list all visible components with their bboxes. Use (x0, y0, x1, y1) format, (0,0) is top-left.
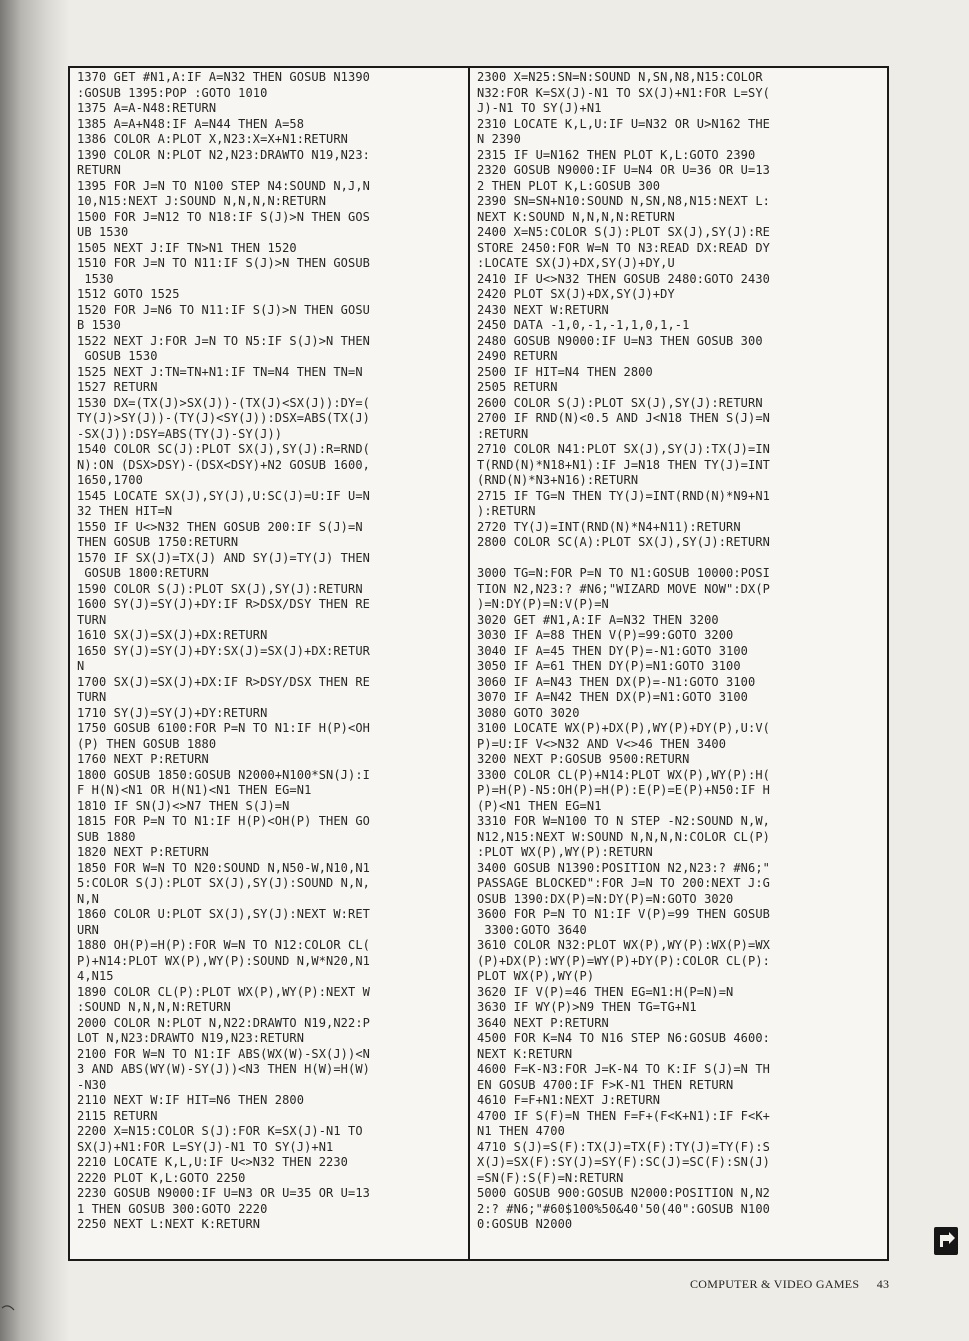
code-line: N,N (77, 891, 99, 906)
code-line: 1530 (77, 271, 114, 286)
code-line: 2490 RETURN (477, 349, 558, 363)
code-line: 2315 IF U=N162 THEN PLOT K,L:GOTO 2390 (477, 147, 756, 162)
code-line: 3100 LOCATE WX(P)+DX(P),WY(P)+DY(P),U:V( (477, 721, 770, 735)
code-line: N12,N15:NEXT W:SOUND N,N,N,N:COLOR CL(P) (477, 829, 770, 844)
code-line: 2100 FOR W=N TO N1:IF ABS(WX(W)-SX(J))<N (77, 1046, 370, 1061)
code-line: 1820 NEXT P:RETURN (77, 845, 209, 859)
code-line: 3200 NEXT P:GOSUB 9500:RETURN (477, 752, 690, 766)
code-line: TURN (77, 690, 107, 704)
code-line: 1545 LOCATE SX(J),SY(J),U:SC(J)=U:IF U=N (77, 488, 370, 503)
code-line: :PLOT WX(P),WY(P):RETURN (477, 845, 653, 859)
code-line: 2505 RETURN (477, 380, 558, 394)
code-line: 2320 GOSUB N9000:IF U=N4 OR U=36 OR U=13 (477, 163, 770, 177)
binding-edge-icon (0, 1248, 18, 1322)
code-line: 2720 TY(J)=INT(RND(N)*N4+N11):RETURN (477, 519, 741, 534)
code-line: PLOT WX(P),WY(P) (477, 969, 595, 983)
code-line: 1 THEN GOSUB 300:GOTO 2220 (77, 1201, 268, 1216)
code-line: 1530 DX=(TX(J)>SX(J))-(TX(J)<SX(J)):DY=( (77, 395, 370, 410)
code-line: 1650 SY(J)=SY(J)+DY:SX(J)=SX(J)+DX:RETUR (77, 643, 370, 658)
code-line: TION N2,N23:? #N6;"WIZARD MOVE NOW":DX(P (477, 581, 770, 596)
code-line: 32 THEN HIT=N (77, 504, 173, 518)
code-line: 1650,1700 (77, 473, 143, 487)
code-line: 2500 IF HIT=N4 THEN 2800 (477, 364, 653, 379)
code-line: 1386 COLOR A:PLOT X,N23:X=X+N1:RETURN (77, 132, 349, 146)
code-line: 3600 FOR P=N TO N1:IF V(P)=99 THEN GOSUB (477, 907, 770, 921)
code-line: P)=H(P)-N5:OH(P)=H(P):E(P)=E(P)+N50:IF H (477, 783, 770, 797)
code-line: 0:GOSUB N2000 (477, 1217, 573, 1231)
code-line: SX(J)+N1:FOR L=SY(J)-N1 TO SY(J)+N1 (77, 1139, 334, 1154)
code-line: N32:FOR K=SX(J)-N1 TO SX(J)+N1:FOR L=SY( (477, 85, 770, 100)
code-line: 2250 NEXT L:NEXT K:RETURN (77, 1217, 261, 1231)
code-line: J)-N1 TO SY(J)+N1 (477, 101, 602, 115)
left-column-lines (70, 68, 468, 1233)
code-line: 1395 FOR J=N TO N100 STEP N4:SOUND N,J,N (77, 178, 370, 193)
code-line: 1525 NEXT J:TN=TN+N1:IF TN=N4 THEN TN=N (77, 364, 363, 379)
code-line: T(RND(N)*N18+N1):IF J=N18 THEN TY(J)=INT (477, 457, 770, 472)
code-line: 2 THEN PLOT K,L:GOSUB 300 (477, 178, 661, 193)
code-line: =SN(F):S(F)=N:RETURN (477, 1170, 624, 1185)
code-line: 1550 IF U<>N32 THEN GOSUB 200:IF S(J)=N (77, 519, 363, 534)
code-line: 3630 IF WY(P)>N9 THEN TG=TG+N1 (477, 1000, 697, 1014)
code-line: (P)<N1 THEN EG=N1 (477, 798, 602, 813)
code-line: 2115 RETURN (77, 1108, 158, 1123)
code-line: P)=U:IF V<>N32 AND V<>46 THEN 3400 (477, 736, 727, 751)
code-line: GOSUB 1800:RETURN (77, 566, 209, 580)
code-line: 2715 IF TG=N THEN TY(J)=INT(RND(N)*N9+N1 (477, 488, 770, 503)
code-line: NEXT K:RETURN (477, 1046, 573, 1061)
code-line: 2400 X=N5:COLOR S(J):PLOT SX(J),SY(J):RE (477, 225, 770, 239)
code-line: 2230 GOSUB N9000:IF U=N3 OR U=35 OR U=13 (77, 1186, 370, 1200)
code-line: 2200 X=N15:COLOR S(J):FOR K=SX(J)-N1 TO (77, 1124, 363, 1138)
code-line: (P)+DX(P):WY(P)=WY(P)+DY(P):COLOR CL(P): (477, 953, 770, 968)
continue-arrow-icon (934, 1227, 958, 1255)
code-line: :LOCATE SX(J)+DX,SY(J)+DY,U (477, 256, 675, 270)
code-line: GOSUB 1530 (77, 349, 158, 363)
code-line: -N30 (77, 1077, 107, 1092)
code-line: 3620 IF V(P)=46 THEN EG=N1:H(P=N)=N (477, 984, 734, 999)
code-line: 1522 NEXT J:FOR J=N TO N5:IF S(J)>N THEN (77, 333, 370, 348)
code-line: 1370 GET #N1,A:IF A=N32 THEN GOSUB N1390 (77, 70, 370, 84)
code-line: 1520 FOR J=N6 TO N11:IF S(J)>N THEN GOSU (77, 302, 370, 317)
listing-right-column (468, 66, 889, 1261)
code-line: 2:? #N6;"#60$100%50&40'50(40":GOSUB N100 (477, 1201, 770, 1216)
code-line: 3050 IF A=61 THEN DY(P)=N1:GOTO 3100 (477, 659, 741, 673)
code-line: SUB 1880 (77, 829, 136, 844)
code-line: 1390 COLOR N:PLOT N2,N23:DRAWTO N19,N23: (77, 147, 370, 162)
code-line: 2600 COLOR S(J):PLOT SX(J),SY(J):RETURN (477, 395, 763, 410)
code-line: 1590 COLOR S(J):PLOT SX(J),SY(J):RETURN (77, 581, 363, 596)
code-line: 1385 A=A+N48:IF A=N44 THEN A=58 (77, 116, 305, 131)
code-line: 1860 COLOR U:PLOT SX(J),SY(J):NEXT W:RET (77, 907, 370, 921)
code-line: 1600 SY(J)=SY(J)+DY:IF R>DSX/DSY THEN RE (77, 597, 370, 611)
code-line: 3300 COLOR CL(P)+N14:PLOT WX(P),WY(P):H( (477, 767, 770, 782)
code-line: (P) THEN GOSUB 1880 (77, 736, 217, 751)
code-line: PASSAGE BLOCKED":FOR J=N TO 200:NEXT J:G (477, 876, 770, 890)
code-line: N 2390 (477, 132, 521, 146)
code-line: 2390 SN=SN+N10:SOUND N,SN,N8,N15:NEXT L: (477, 194, 770, 208)
page-number: 43 (876, 1277, 890, 1291)
code-line: 3 AND ABS(WY(W)-SY(J))<N3 THEN H(W)=H(W) (77, 1062, 370, 1076)
code-line: 5:COLOR S(J):PLOT SX(J),SY(J):SOUND N,N, (77, 876, 370, 890)
code-line: 4710 S(J)=S(F):TX(J)=TX(F):TY(J)=TY(F):S (477, 1139, 770, 1154)
code-line: 1890 COLOR CL(P):PLOT WX(P),WY(P):NEXT W (77, 984, 370, 999)
code-line: THEN GOSUB 1750:RETURN (77, 535, 239, 549)
code-line: :SOUND N,N,N,N:RETURN (77, 1000, 231, 1014)
code-line: 2450 DATA -1,0,-1,-1,1,0,1,-1 (477, 318, 690, 332)
code-line: -SX(J)):DSY=ABS(TY(J)-SY(J)) (77, 426, 283, 441)
code-line: 3310 FOR W=N100 TO N STEP -N2:SOUND N,W, (477, 814, 770, 828)
code-line: URN (77, 922, 99, 937)
code-line: 2480 GOSUB N9000:IF U=N3 THEN GOSUB 300 (477, 333, 763, 348)
code-line: 1375 A=A-N48:RETURN (77, 101, 217, 115)
code-line: 4600 F=K-N3:FOR J=K-N4 TO K:IF S(J)=N TH (477, 1062, 770, 1076)
code-line: TY(J)>SY(J))-(TY(J)<SY(J)):DSX=ABS(TX(J) (77, 411, 370, 425)
code-line: 3040 IF A=45 THEN DY(P)=-N1:GOTO 3100 (477, 643, 749, 658)
code-line: 2310 LOCATE K,L,U:IF U=N32 OR U>N162 THE (477, 116, 770, 131)
code-line: 4610 F=F+N1:NEXT J:RETURN (477, 1093, 661, 1107)
code-line: UB 1530 (77, 225, 129, 239)
code-line: 2220 PLOT K,L:GOTO 2250 (77, 1170, 246, 1185)
code-line: )=N:DY(P)=N:V(P)=N (477, 597, 609, 611)
code-line: 1540 COLOR SC(J):PLOT SX(J),SY(J):R=RND( (77, 442, 370, 456)
code-line: 3610 COLOR N32:PLOT WX(P),WY(P):WX(P)=WX (477, 938, 770, 952)
page-footer (690, 1277, 889, 1292)
code-line: OSUB 1390:DX(P)=N:DY(P)=N:GOTO 3020 (477, 891, 734, 906)
code-line: 10,N15:NEXT J:SOUND N,N,N,N:RETURN (77, 194, 327, 208)
code-line: N):ON (DSX>DSY)-(DSX<DSY)+N2 GOSUB 1600, (77, 457, 370, 472)
code-line: 1510 FOR J=N TO N11:IF S(J)>N THEN GOSUB (77, 256, 370, 270)
code-line: :GOSUB 1395:POP :GOTO 1010 (77, 85, 268, 100)
code-line: 1850 FOR W=N TO N20:SOUND N,N50-W,N10,N1 (77, 860, 370, 875)
code-line: LOT N,N23:DRAWTO N19,N23:RETURN (77, 1031, 305, 1045)
listing-left-column (68, 66, 470, 1261)
code-line: 4,N15 (77, 969, 114, 983)
code-line: F H(N)<N1 OR H(N1)<N1 THEN EG=N1 (77, 783, 312, 797)
page-gutter-shadow (0, 0, 70, 1341)
code-line: P)+N14:PLOT WX(P),WY(P):SOUND N,W*N20,N1 (77, 953, 370, 968)
code-line: 2000 COLOR N:PLOT N,N22:DRAWTO N19,N22:P (77, 1015, 370, 1030)
code-line: N (77, 659, 85, 673)
code-line: 3400 GOSUB N1390:POSITION N2,N23:? #N6;" (477, 860, 770, 875)
code-line: 3030 IF A=88 THEN V(P)=99:GOTO 3200 (477, 628, 734, 642)
code-line: ):RETURN (477, 504, 536, 518)
code-line: N1 THEN 4700 (477, 1124, 565, 1138)
code-line: 1500 FOR J=N12 TO N18:IF S(J)>N THEN GOS (77, 209, 370, 224)
code-line: 3020 GET #N1,A:IF A=N32 THEN 3200 (477, 612, 719, 627)
code-line: 1815 FOR P=N TO N1:IF H(P)<OH(P) THEN GO (77, 814, 370, 828)
code-line: 2410 IF U<>N32 THEN GOSUB 2480:GOTO 2430 (477, 271, 770, 286)
code-line: EN GOSUB 4700:IF F>K-N1 THEN RETURN (477, 1077, 734, 1092)
code-line: 1505 NEXT J:IF TN>N1 THEN 1520 (77, 240, 297, 255)
code-line: 2800 COLOR SC(A):PLOT SX(J),SY(J):RETURN (477, 535, 770, 549)
code-line: TURN (77, 612, 107, 627)
code-line: 3060 IF A=N43 THEN DX(P)=-N1:GOTO 3100 (477, 674, 756, 689)
code-line: 2700 IF RND(N)<0.5 AND J<N18 THEN S(J)=N (477, 411, 770, 425)
code-line: B 1530 (77, 318, 121, 332)
code-line: 2710 COLOR N41:PLOT SX(J),SY(J):TX(J)=IN (477, 442, 770, 456)
code-line: 2430 NEXT W:RETURN (477, 302, 609, 317)
code-line: 1700 SX(J)=SX(J)+DX:IF R>DSY/DSX THEN RE (77, 674, 370, 689)
code-line: 4500 FOR K=N4 TO N16 STEP N6:GOSUB 4600: (477, 1031, 770, 1045)
code-line: 2210 LOCATE K,L,U:IF U<>N32 THEN 2230 (77, 1155, 349, 1169)
code-line: 1710 SY(J)=SY(J)+DY:RETURN (77, 705, 268, 720)
code-line: NEXT K:SOUND N,N,N,N:RETURN (477, 209, 675, 224)
code-line: :RETURN (477, 426, 529, 441)
code-line: 1610 SX(J)=SX(J)+DX:RETURN (77, 628, 268, 642)
code-line: 2110 NEXT W:IF HIT=N6 THEN 2800 (77, 1093, 305, 1107)
right-column-lines (470, 68, 887, 1233)
code-line: 1527 RETURN (77, 380, 158, 394)
code-line: RETURN (77, 163, 121, 177)
code-line: STORE 2450:FOR W=N TO N3:READ DX:READ DY (477, 240, 770, 255)
code-line: 3080 GOTO 3020 (477, 705, 580, 720)
code-line: 2300 X=N25:SN=N:SOUND N,SN,N8,N15:COLOR (477, 70, 763, 84)
code-line: 2420 PLOT SX(J)+DX,SY(J)+DY (477, 287, 675, 301)
code-line: 1760 NEXT P:RETURN (77, 752, 209, 766)
code-line: 3640 NEXT P:RETURN (477, 1015, 609, 1030)
code-line: X(J)=SX(F):SY(J)=SY(F):SC(J)=SC(F):SN(J) (477, 1155, 770, 1169)
code-line: 1570 IF SX(J)=TX(J) AND SY(J)=TY(J) THEN (77, 550, 370, 565)
code-line: 1880 OH(P)=H(P):FOR W=N TO N12:COLOR CL( (77, 938, 370, 952)
code-line: 3300:GOTO 3640 (477, 922, 587, 937)
code-line: (RND(N)*N3+N16):RETURN (477, 473, 639, 487)
code-line: 4700 IF S(F)=N THEN F=F+(F<K+N1):IF F<K+ (477, 1108, 770, 1123)
magazine-title: COMPUTER & VIDEO GAMES (690, 1277, 860, 1291)
code-line (477, 551, 881, 567)
code-line: 5000 GOSUB 900:GOSUB N2000:POSITION N,N2 (477, 1186, 770, 1200)
code-line: 1800 GOSUB 1850:GOSUB N2000+N100*SN(J):I (77, 767, 370, 782)
code-line: 1750 GOSUB 6100:FOR P=N TO N1:IF H(P)<OH (77, 721, 370, 735)
code-line: 1810 IF SN(J)<>N7 THEN S(J)=N (77, 798, 290, 813)
code-line: 3070 IF A=N42 THEN DX(P)=N1:GOTO 3100 (477, 690, 749, 704)
code-line: 1512 GOTO 1525 (77, 287, 180, 301)
code-line: 3000 TG=N:FOR P=N TO N1:GOSUB 10000:POSI (477, 566, 770, 580)
